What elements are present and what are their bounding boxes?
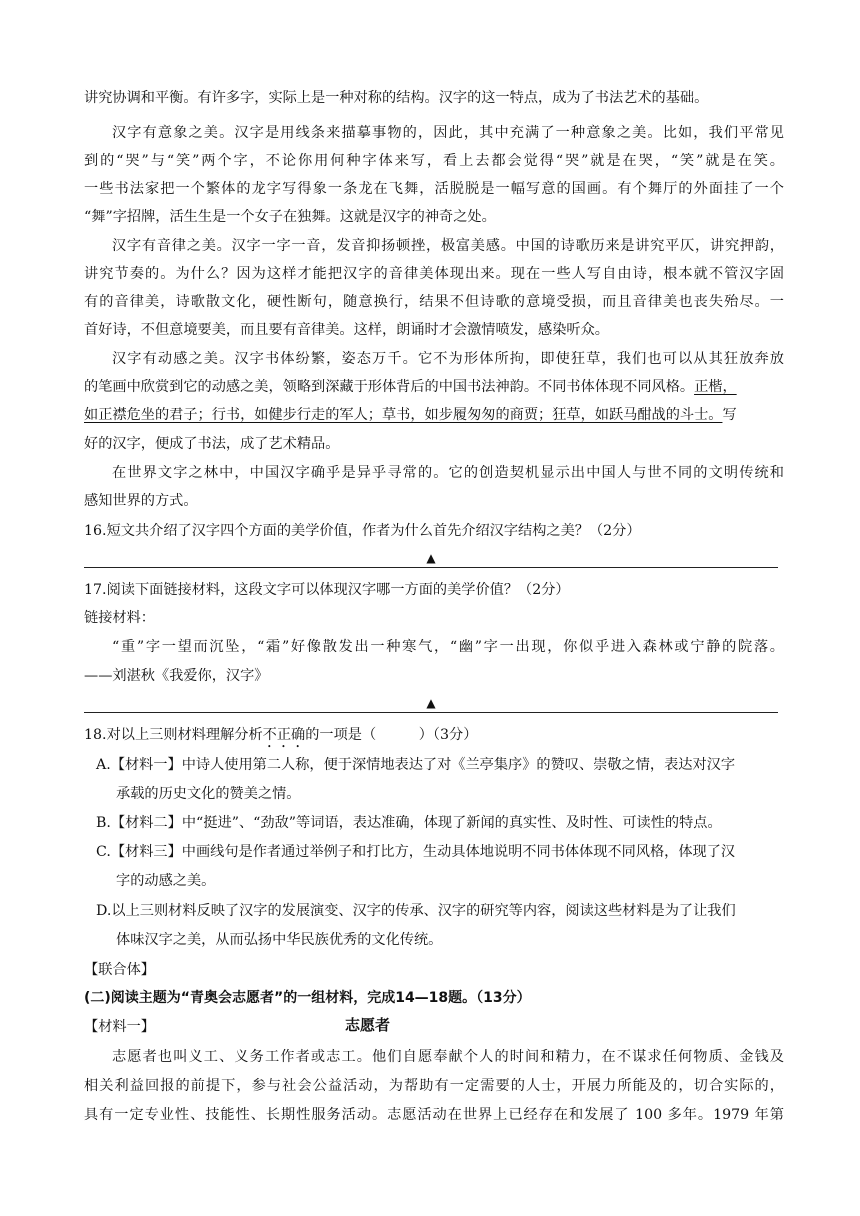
passage-line: 汉字有意象之美。汉字是用线条来描摹事物的，因此，其中充满了一种意象之美。比如，我们平常见 — [112, 125, 784, 141]
passage-line: 感知世界的方式。 — [84, 493, 198, 509]
triangle-icon: ▲ — [426, 696, 436, 710]
option-a-cont: 承载的历史文化的赞美之情。 — [116, 786, 301, 802]
passage-line — [84, 377, 784, 397]
passage-line: 在世界文字之林中，中国汉字确乎是异乎寻常的。它的创造契机显示出中国人与世不同的文明传统和 — [112, 465, 784, 481]
section-heading: (二)阅读主题为“青奥会志愿者”的一组材料，完成14—18题。（13分） — [84, 990, 531, 1006]
option-a: A.【材料一】中诗人使用第二人称，便于深情地表达了对《兰亭集序》的赞叹、崇敬之情，表达对汉字 — [96, 757, 736, 773]
link-text: “重”字一望而沉坠，“霜”好像散发出一种寒气，“幽”字一出现，你似乎进入森林或宁静的院落。 — [112, 639, 784, 655]
passage-line: 一些书法家把一个繁体的龙字写得象一条龙在飞舞，活脱脱是一幅写意的国画。有个舞厅的外面挂了一个 — [84, 181, 784, 197]
question-18 — [84, 725, 784, 751]
option-d-cont: 体味汉字之美，从而弘扬中华民族优秀的文化传统。 — [116, 932, 443, 948]
triangle-icon: ▲ — [426, 551, 436, 565]
option-c-cont: 字的动感之美。 — [116, 873, 216, 889]
material-line: 具有一定专业性、技能性、长期性服务活动。志愿活动在世界上已经存在和发展了 100 多年。1979 年第 — [84, 1107, 784, 1123]
underlined-sentence: 如正襟危坐的君子；行书，如健步行走的军人；草书，如步履匆匆的商贾；狂草，如跃马酣战的斗士。 — [84, 407, 723, 423]
section-tag: 【联合体】 — [84, 962, 155, 978]
passage-line: 首好诗，不但意境要美，而且要有音律美。这样，朗诵时才会激情喷发，感染听众。 — [84, 322, 609, 338]
passage-line: 汉字有音律之美。汉字一字一音，发音抑扬顿挫，极富美感。中国的诗歌历来是讲究平仄，讲究押韵， — [112, 238, 784, 254]
passage-line: “舞”字招牌，活生生是一个女子在独舞。这就是汉字的神奇之处。 — [84, 209, 496, 225]
material-label: 【材料一】 — [84, 1019, 155, 1035]
passage-line — [84, 405, 784, 425]
material-line: 志愿者也叫义工、义务工作者或志工。他们自愿奉献个人的时间和精力，在不谋求任何物质、金钱及 — [112, 1049, 784, 1065]
underlined-sentence: 正楷， — [694, 379, 737, 395]
question-18-text: 的一项是（ ）（3分） — [305, 727, 478, 743]
option-d: D.以上三则材料反映了汉字的发展演变、汉字的传承、汉字的研究等内容，阅读这些材料是为了让我们 — [96, 903, 736, 919]
passage-line: 到的“哭”与“笑”两个字，不论你用何种字体来写，看上去都会觉得“哭”就是在哭，“笑”就是在笑。 — [84, 153, 784, 169]
question-18-text: 18.对以上三则材料理解分析 — [84, 727, 263, 743]
material-title: 志愿者 — [345, 1016, 391, 1034]
link-source: ——刘湛秋《我爱你，汉字》 — [84, 668, 269, 684]
question-16: 16.短文共介绍了汉字四个方面的美学价值，作者为什么首先介绍汉字结构之美？（2分） — [84, 523, 641, 539]
passage-line: 讲究协调和平衡。有许多字，实际上是一种对称的结构。汉字的这一特点，成为了书法艺术的基础。 — [84, 90, 709, 106]
emphasis-not-correct: 不正确 — [262, 727, 306, 743]
answer-line-17[interactable] — [84, 696, 778, 713]
link-label: 链接材料： — [84, 610, 155, 626]
answer-line-16[interactable] — [84, 551, 778, 568]
passage-line: 讲究节奏的。为什么？因为这样才能把汉字的音律美体现出来。现在一些人写自由诗，根本就不管汉字固 — [84, 266, 784, 282]
passage-line: 有的音律美，诗歌散文化，硬性断句，随意换行，结果不但诗歌的意境受损，而且音律美也丧失殆尽。一 — [84, 294, 784, 310]
question-17: 17.阅读下面链接材料，这段文字可以体现汉字哪一方面的美学价值？（2分） — [84, 582, 570, 598]
option-b: B.【材料二】中“挺进”、“劲敌”等词语，表达准确，体现了新闻的真实性、及时性、可读性的特点。 — [96, 815, 722, 831]
passage-line: 汉字有动感之美。汉字书体纷繁，姿态万千。它不为形体所拘，即使狂草，我们也可以从其狂放奔放 — [112, 351, 784, 367]
passage-line: 好的汉字，便成了书法，成了艺术精品。 — [84, 436, 340, 452]
passage-text: 写 — [722, 407, 737, 423]
passage-text: 的笔画中欣赏到它的动感之美，领略到深藏于形体背后的中国书法神韵。不同书体体现不同风格。 — [84, 379, 695, 395]
option-c: C.【材料三】中画线句是作者通过举例子和打比方，生动具体地说明不同书体体现不同风格，体现了汉 — [96, 844, 736, 860]
material-line: 相关利益回报的前提下，参与社会公益活动，为帮助有一定需要的人士，开展力所能及的，切合实际的， — [84, 1078, 784, 1094]
